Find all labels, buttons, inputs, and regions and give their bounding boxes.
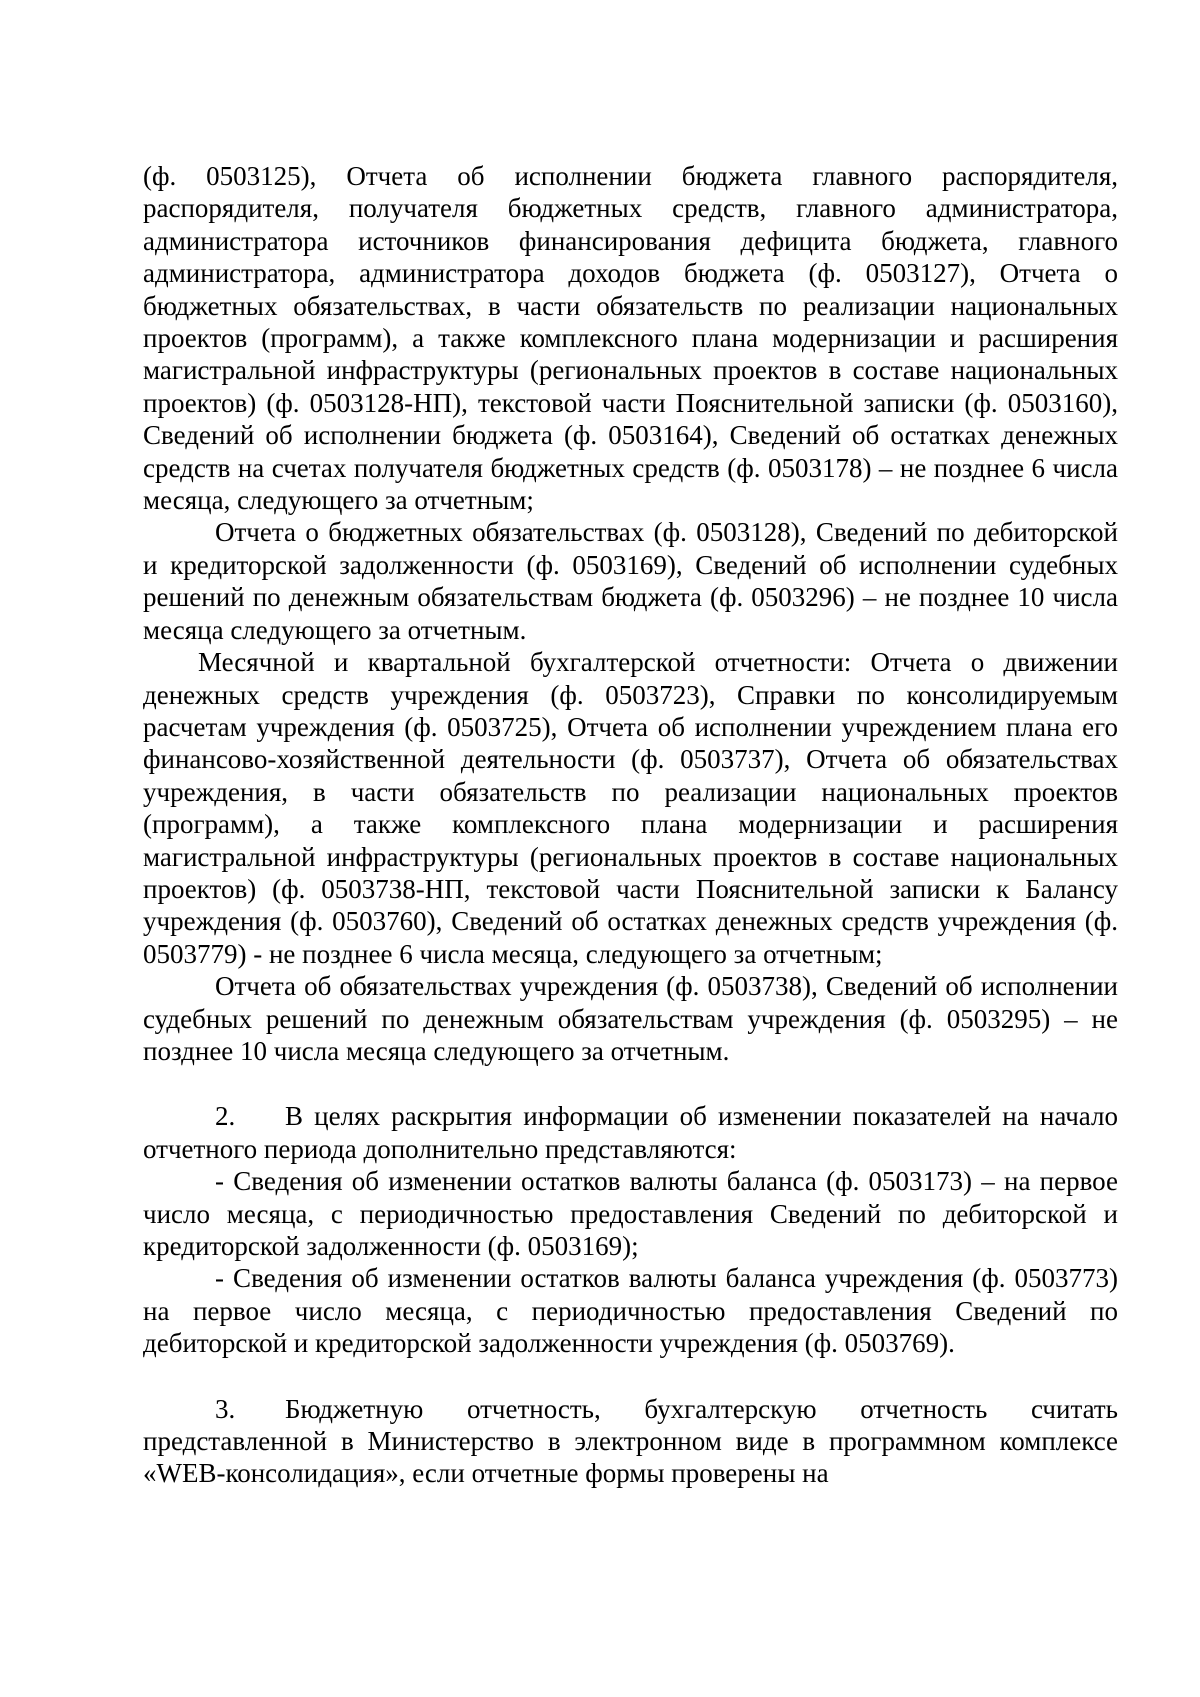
- paragraph-institution-obligations: Отчета об обязательствах учреждения (ф. 0503738), Сведений об исполнении судебных решений по денежным обязательствам учреждения (ф. 0503295) – не позднее 10 числа месяца следующего за отчетным.: [143, 971, 1118, 1066]
- numbered-item-2: [143, 1100, 1118, 1165]
- dash-item-balance-changes: - Сведения об изменении остатков валюты баланса (ф. 0503173) – на первое число месяца, с периодичностью предоставления Сведений по дебиторской и кредиторской задолженности (ф. 0503169);: [143, 1166, 1118, 1261]
- item-number: 3.: [215, 1393, 236, 1424]
- paragraph-spacer: [143, 1067, 1118, 1100]
- numbered-item-3: [143, 1393, 1118, 1490]
- paragraph-forms-monthly-budget: (ф. 0503125), Отчета об исполнении бюджета главного распорядителя, распорядителя, получателя бюджетных средств, главного администратора, администратора источников финансирования дефицита бюджета, главного администратора, администратора доходов бюджета (ф. 0503127), Отчета о бюджетных обязательствах, в части обязательств по реализации национальных проектов (программ), а также комплексного плана модернизации и расширения магистральной инфраструктуры (региональных проектов в составе национальных проектов) (ф. 0503128-НП), текстовой части Пояснительной записки (ф. 0503160), Сведений об исполнении бюджета (ф. 0503164), Сведений об остатках денежных средств на счетах получателя бюджетных средств (ф. 0503178) – не позднее 6 числа месяца, следующего за отчетным;: [143, 161, 1118, 516]
- item-number: 2.: [215, 1101, 236, 1132]
- document-body: [143, 160, 1118, 1490]
- dash-item-institution-balance-changes: - Сведения об изменении остатков валюты баланса учреждения (ф. 0503773) на первое число месяца, с периодичностью предоставления Сведений по дебиторской и кредиторской задолженности учреждения (ф. 0503769).: [143, 1263, 1118, 1359]
- item-text: В целях раскрытия информации об изменении показателей на начало отчетного периода дополнительно представляются:: [143, 1101, 1118, 1164]
- paragraph-budget-obligations: Отчета о бюджетных обязательствах (ф. 0503128), Сведений по дебиторской и кредиторской задолженности (ф. 0503169), Сведений об исполнении судебных решений по денежным обязательствам бюджета (ф. 0503296) – не позднее 10 числа месяца следующего за отчетным.: [143, 517, 1118, 645]
- paragraph-spacer: [143, 1360, 1118, 1393]
- item-text: Бюджетную отчетность, бухгалтерскую отчетность считать представленной в Министерство в электронном виде в программном комплексе «WEB-консолидация», если отчетные формы проверены на: [143, 1393, 1118, 1489]
- paragraph-accounting-reporting: Месячной и квартальной бухгалтерской отчетности: Отчета о движении денежных средств учреждения (ф. 0503723), Справки по консолидируемым расчетам учреждения (ф. 0503725), Отчета об исполнении учреждением плана его финансово-хозяйственной деятельности (ф. 0503737), Отчета об обязательствах учреждения, в части обязательств по реализации национальных проектов (программ), а также комплексного плана модернизации и расширения магистральной инфраструктуры (региональных проектов в составе национальных проектов) (ф. 0503738-НП, текстовой части Пояснительной записки к Балансу учреждения (ф. 0503760), Сведений об остатках денежных средств учреждения (ф. 0503779) - не позднее 6 числа месяца, следующего за отчетным;: [143, 647, 1118, 969]
